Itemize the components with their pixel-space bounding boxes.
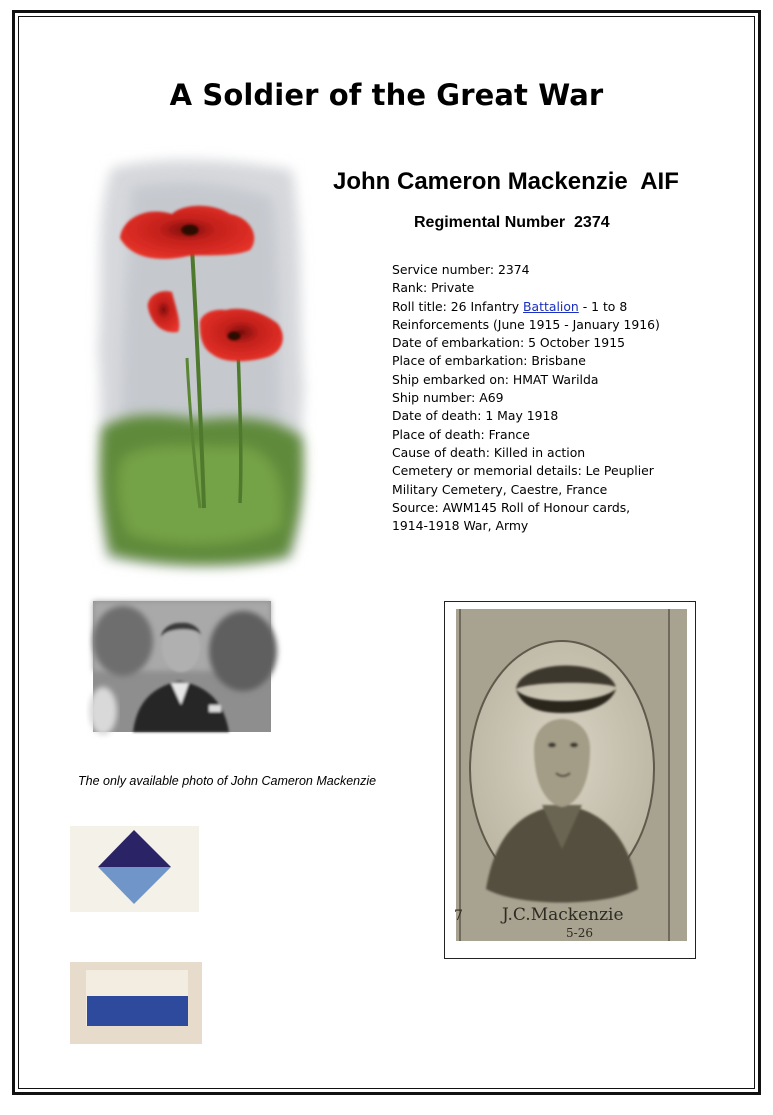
battalion-link[interactable]: Battalion [523,298,579,314]
death-date: Date of death: 1 May 1918 [392,408,559,424]
roll-title-prefix: Roll title: 26 Infantry [392,298,524,314]
portrait-frame [444,601,696,959]
death-place: Place of death: France [392,426,530,442]
portrait-inscription-unit: 5-26 [566,926,593,940]
regimental-number: Regimental Number 2374 [414,214,610,231]
service-number: Service number: 2374 [392,262,530,277]
ship-number: Ship number: A69 [392,390,504,406]
poppy-illustration [92,158,307,570]
rank: Rank: Private [392,280,475,296]
soldier-name-heading: John Cameron Mackenzie AIF [333,168,679,195]
source-cont: 1914-1918 War, Army [392,518,529,534]
page-title: A Soldier of the Great War [169,78,604,112]
unit-colour-patch-diamond [70,826,199,912]
roll-title [392,298,682,316]
cemetery-details-cont: Military Cemetery, Caestre, France [392,481,608,497]
reinforcements: Reinforcements (June 1915 - January 1916) [392,316,660,332]
death-cause: Cause of death: Killed in action [392,444,586,460]
embarkation-date: Date of embarkation: 5 October 1915 [392,335,625,351]
ship-embarked: Ship embarked on: HMAT Warilda [392,371,599,387]
soldier-portrait [456,609,687,941]
cemetery-details: Cemetery or memorial details: Le Peuplier [392,463,654,479]
portrait-inscription-left: 7 [454,908,463,924]
service-details-list [392,261,682,535]
roll-title-suffix: - 1 to 8 [578,298,628,314]
unit-colour-patch-rectangle [70,962,202,1044]
group-photo [93,601,271,732]
embarkation-place: Place of embarkation: Brisbane [392,353,586,369]
portrait-inscription-name: J.C.Mackenzie [502,905,624,925]
source: Source: AWM145 Roll of Honour cards, [392,499,631,515]
photo-caption: The only available photo of John Cameron Mackenzie [78,774,377,788]
